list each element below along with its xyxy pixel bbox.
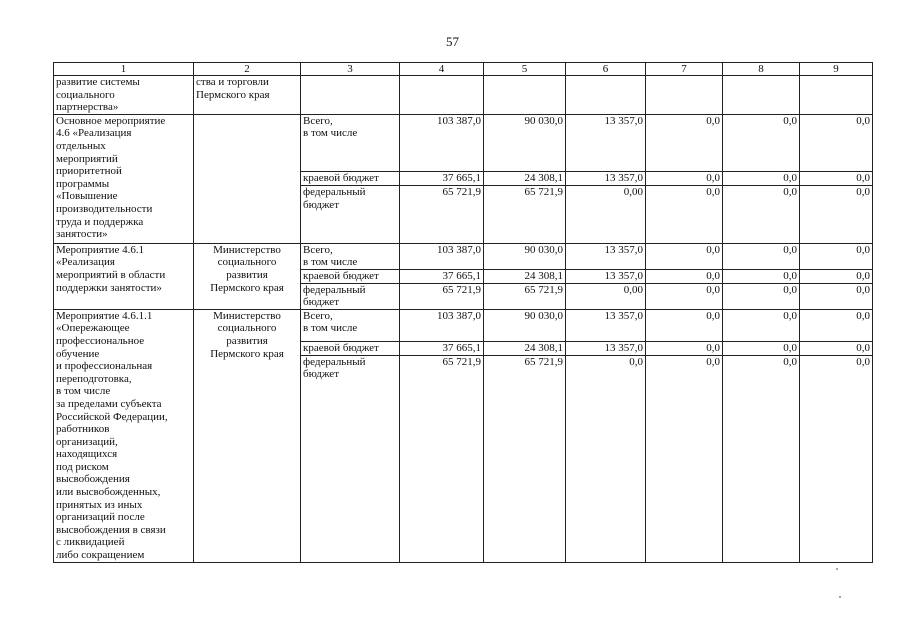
value-col6: 13 357,0	[566, 309, 646, 341]
value-col6: 13 357,0	[566, 114, 646, 172]
value-col8: 0,0	[723, 269, 800, 283]
value-col7: 0,0	[646, 243, 723, 269]
budget-source: краевой бюджет	[301, 342, 400, 356]
value-col7: 0,0	[646, 342, 723, 356]
header-cell-1: 1	[54, 63, 194, 76]
empty-cell	[723, 76, 800, 115]
value-col7: 0,0	[646, 172, 723, 186]
value-col7: 0,0	[646, 269, 723, 283]
value-col9: 0,0	[800, 114, 873, 172]
table-row	[54, 309, 873, 341]
executor-name	[194, 114, 301, 243]
header-cell-6: 6	[566, 63, 646, 76]
value-col9: 0,0	[800, 243, 873, 269]
value-col4: 103 387,0	[400, 114, 484, 172]
value-col4: 65 721,9	[400, 186, 484, 244]
value-col8: 0,0	[723, 243, 800, 269]
value-col4: 65 721,9	[400, 355, 484, 562]
value-col9: 0,0	[800, 269, 873, 283]
value-col8: 0,0	[723, 342, 800, 356]
value-col4: 65 721,9	[400, 283, 484, 309]
budget-source: Всего, в том числе	[301, 114, 400, 172]
value-col9: 0,0	[800, 283, 873, 309]
value-col4: 37 665,1	[400, 269, 484, 283]
budget-table	[53, 62, 873, 563]
value-col7: 0,0	[646, 309, 723, 341]
activity-name: Основное мероприятие 4.6 «Реализация отдельных мероприятий приоритетной программы «Повышение производительности труда и поддержка занятости»	[54, 114, 194, 243]
value-col8: 0,0	[723, 309, 800, 341]
value-col4: 37 665,1	[400, 172, 484, 186]
value-col9: 0,0	[800, 342, 873, 356]
table-row	[54, 243, 873, 269]
page-number: 57	[446, 34, 459, 49]
value-col9: 0,0	[800, 186, 873, 244]
budget-source: Всего, в том числе	[301, 243, 400, 269]
header-cell-8: 8	[723, 63, 800, 76]
table-row	[54, 114, 873, 172]
budget-source: краевой бюджет	[301, 269, 400, 283]
value-col5: 90 030,0	[484, 243, 566, 269]
value-col6: 13 357,0	[566, 342, 646, 356]
value-col6: 13 357,0	[566, 243, 646, 269]
budget-source: федеральный бюджет	[301, 355, 400, 562]
header-cell-2: 2	[194, 63, 301, 76]
value-col5: 90 030,0	[484, 114, 566, 172]
scan-speck	[839, 596, 841, 598]
budget-source: краевой бюджет	[301, 172, 400, 186]
value-col6: 13 357,0	[566, 172, 646, 186]
value-col7: 0,0	[646, 186, 723, 244]
activity-name: Мероприятие 4.6.1 «Реализация мероприятий в области поддержки занятости»	[54, 243, 194, 309]
value-col5: 24 308,1	[484, 269, 566, 283]
header-row	[54, 63, 873, 76]
value-col8: 0,0	[723, 186, 800, 244]
scan-speck	[836, 568, 838, 570]
value-col6: 0,00	[566, 186, 646, 244]
header-cell-7: 7	[646, 63, 723, 76]
value-col5: 24 308,1	[484, 342, 566, 356]
budget-source: Всего, в том числе	[301, 309, 400, 341]
value-col6: 0,0	[566, 355, 646, 562]
continuation-row	[54, 76, 873, 115]
value-col4: 103 387,0	[400, 243, 484, 269]
executor-name: Министерство социального развития Пермского края	[194, 243, 301, 309]
value-col5: 90 030,0	[484, 309, 566, 341]
empty-cell	[301, 76, 400, 115]
value-col4: 37 665,1	[400, 342, 484, 356]
value-col8: 0,0	[723, 355, 800, 562]
empty-cell	[646, 76, 723, 115]
value-col5: 65 721,9	[484, 283, 566, 309]
header-cell-5: 5	[484, 63, 566, 76]
activity-name: развитие системы социального партнерства»	[54, 76, 194, 115]
value-col8: 0,0	[723, 172, 800, 186]
value-col4: 103 387,0	[400, 309, 484, 341]
value-col9: 0,0	[800, 172, 873, 186]
empty-cell	[800, 76, 873, 115]
value-col7: 0,0	[646, 283, 723, 309]
executor-name: Министерство социального развития Пермского края	[194, 309, 301, 562]
value-col5: 65 721,9	[484, 355, 566, 562]
value-col5: 65 721,9	[484, 186, 566, 244]
value-col6: 13 357,0	[566, 269, 646, 283]
header-cell-3: 3	[301, 63, 400, 76]
empty-cell	[484, 76, 566, 115]
empty-cell	[566, 76, 646, 115]
value-col7: 0,0	[646, 114, 723, 172]
value-col5: 24 308,1	[484, 172, 566, 186]
activity-name: Мероприятие 4.6.1.1 «Опережающее профессиональное обучение и профессиональная переподготовка, в том числе за пределами субъекта Российской Федерации, работников организаций, находящихся под риском высвобождения или высвобожденных, принятых из иных организаций после высвобождения в связи с ликвидацией либо сокращением	[54, 309, 194, 562]
value-col8: 0,0	[723, 283, 800, 309]
value-col9: 0,0	[800, 355, 873, 562]
value-col8: 0,0	[723, 114, 800, 172]
header-cell-9: 9	[800, 63, 873, 76]
value-col7: 0,0	[646, 355, 723, 562]
header-cell-4: 4	[400, 63, 484, 76]
budget-source: федеральный бюджет	[301, 186, 400, 244]
budget-source: федеральный бюджет	[301, 283, 400, 309]
executor-name: ства и торговли Пермского края	[194, 76, 301, 115]
value-col6: 0,00	[566, 283, 646, 309]
empty-cell	[400, 76, 484, 115]
value-col9: 0,0	[800, 309, 873, 341]
